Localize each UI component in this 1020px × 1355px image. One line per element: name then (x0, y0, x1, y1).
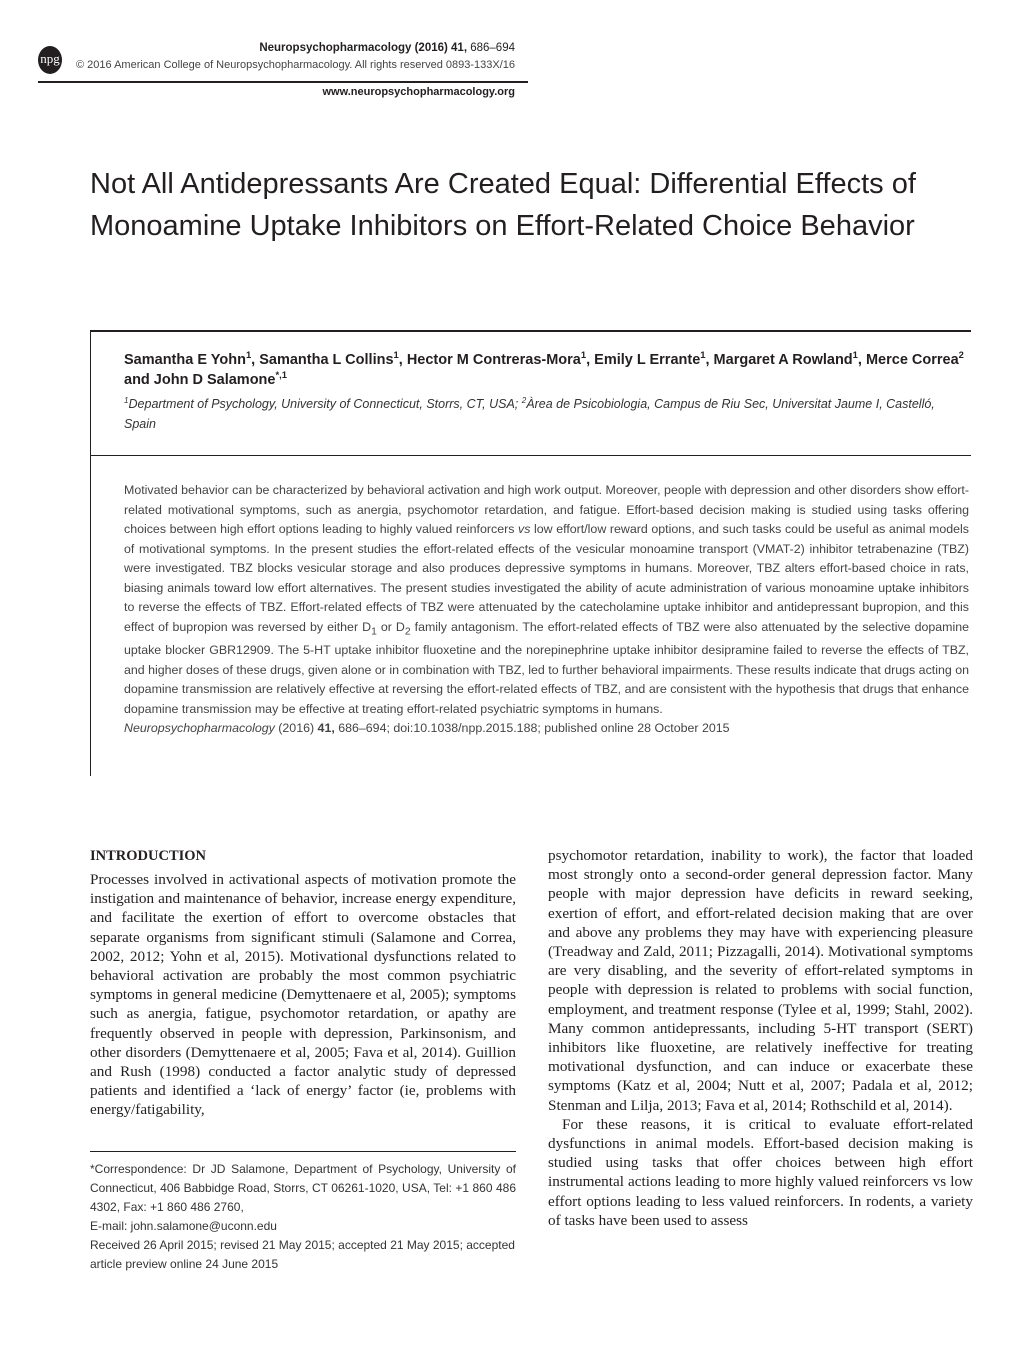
left-column (90, 846, 516, 1120)
right-column (548, 846, 973, 1230)
copyright: © 2016 American College of Neuropsychopharmacology. All rights reserved 0893-133X/16 (76, 59, 515, 71)
footnote (90, 1160, 516, 1274)
body-paragraph: Processes involved in activational aspects of motivation promote the instigation and maintenance of behavior, increase energy expenditure, and facilitate the exertion of effort to overcome obstacles that separate organisms from significant stimuli (Salamone and Correa, 2002, 2012; Yohn et al, 2015). Motivational dysfunctions related to behavioral activation are probably the most common psychiatric symptoms in general medicine (Demyttenaere et al, 2005); symptoms such as anergia, fatigue, psychomotor retardation, or apathy are frequently observed in people with depression, Parkinsonism, and other disorders (Demyttenaere et al, 2005; Fava et al, 2014). Guillion and Rush (1998) conducted a factor analytic study of depressed patients and identified a ‘lack of energy’ factor (ie, problems with energy/fatigability, (90, 871, 516, 1119)
header-rule (38, 81, 528, 83)
abstract: Motivated behavior can be characterized by behavioral activation and high work output. Moreover, people with depression and other disorders show effort-related motivational symptoms, such as anergia, psychomotor retardation, and fatigue. Effort-based decision making is studied using tasks offering choices between high effort options leading to highly valued reinforcers vs low effort/low reward options, and such tasks could be useful as animal models of motivational symptoms. In the present studies the effort-related effects of the vesicular monoamine transport (VMAT-2) inhibitor tetrabenazine (TBZ) were investigated. TBZ blocks vesicular storage and also produces depressive symptoms in humans. Moreover, TBZ alters effort-based choice in rats, biasing animals toward low effort alternatives. The present studies investigated the ability of acute administration of various monoamine uptake inhibitors to reverse the effects of TBZ. Effort-related effects of TBZ were attenuated by the catecholamine uptake inhibitor and antidepressant bupropion, and this effect of bupropion was reversed by either $D_1$ or $D_2$ family antagonism. The effort-related effects of TBZ were also attenuated by the selective dopamine uptake blocker GBR12909. The 5-HT uptake inhibitor fluoxetine and the norepinephrine uptake inhibitor desipramine failed to reverse the effects of TBZ, and higher doses of these drugs, given alone or in combination with TBZ, led to further behavioral impairments. These results indicate that drugs acting on dopamine transmission are relatively effective at reversing the effort-related effects of TBZ, and are consistent with the hypothesis that drugs that enhance dopamine transmission may be effective at treating effort-related psychiatric symptoms in humans. Neuropsychopharmacology (2016) 41, 686–694; doi:10.1038/npp.2015.188; published online 28 October 2015 (124, 481, 969, 739)
dates: Received 26 April 2015; revised 21 May 2015; accepted 21 May 2015; accepted article preview online 24 June 2015 (90, 1238, 515, 1271)
body-paragraph: For these reasons, it is critical to evaluate effort-related dysfunctions in animal models. Effort-based decision making is studied using tasks that offer choices between high effort instrumental actions leading to more highly valued reinforcers vs low effort options leading to less valued reinforcers. In rodents, a variety of tasks have been used to assess (548, 1115, 973, 1229)
correspondence: *Correspondence: Dr JD Salamone, Department of Psychology, University of Connecticut, 406 Babbidge Road, Storrs, CT 06261-1020, USA, Tel: +1 860 486 4302, Fax: +1 860 486 2760, (90, 1162, 516, 1214)
author-list: Samantha E Yohn$^1$, Samantha L Collins$^1$, Hector M Contreras-Mora$^1$, Emily L Errante$^1$, Margaret A Rowland$^1$, Merce Correa$^2$ and John D Salamone$^{*,1}$ (124, 349, 964, 388)
section-heading: INTRODUCTION (90, 848, 207, 864)
footnote-rule (90, 1151, 516, 1152)
affiliations: $^1$Department of Psychology, University of Connecticut, Storrs, CT, USA; $^2$Àrea de Psicobiologia, Campus de Riu Sec, Universitat Jaume I, Castelló, Spain (124, 395, 935, 431)
paper-title: Not All Antidepressants Are Created Equal: Differential Effects of Monoamine Uptake Inhibitors on Effort-Related Choice Behavior (90, 168, 916, 242)
article-citation: Neuropsychopharmacology (2016) 41, 686–694; doi:10.1038/npp.2015.188; published online 28 October 2015 (124, 721, 730, 736)
body-paragraph: psychomotor retardation, inability to work), the factor that loaded most strongly onto a second-order general depression factor. Many people with major depression have deficits in reward seeking, exertion of effort, and effort-related decision making that are over and above any problems they may have with experiencing pleasure (Treadway and Zald, 2011; Pizzagalli, 2014). Motivational symptoms are very disabling, and the severity of effort-related symptoms in people with depression is related to problems with social function, employment, and treatment response (Tylee et al, 1999; Stahl, 2002). Many common antidepressants, including 5-HT transport (SERT) inhibitors like fluoxetine, are relatively ineffective for treating motivational dysfunction, and can induce or exacerbate these symptoms (Katz et al, 2004; Nutt et al, 2007; Padala et al, 2012; Stenman and Lilja, 2013; Fava et al, 2014; Rothschild et al, 2014). (548, 847, 973, 1114)
journal-citation (259, 42, 515, 54)
journal-url[interactable]: www.neuropsychopharmacology.org (322, 86, 515, 98)
journal-pages: 686–694 (467, 42, 515, 54)
journal-name: Neuropsychopharmacology (2016) 41, (259, 42, 468, 54)
email[interactable]: E-mail: john.salamone@uconn.edu (90, 1219, 277, 1233)
npg-logo: npg (38, 46, 62, 74)
